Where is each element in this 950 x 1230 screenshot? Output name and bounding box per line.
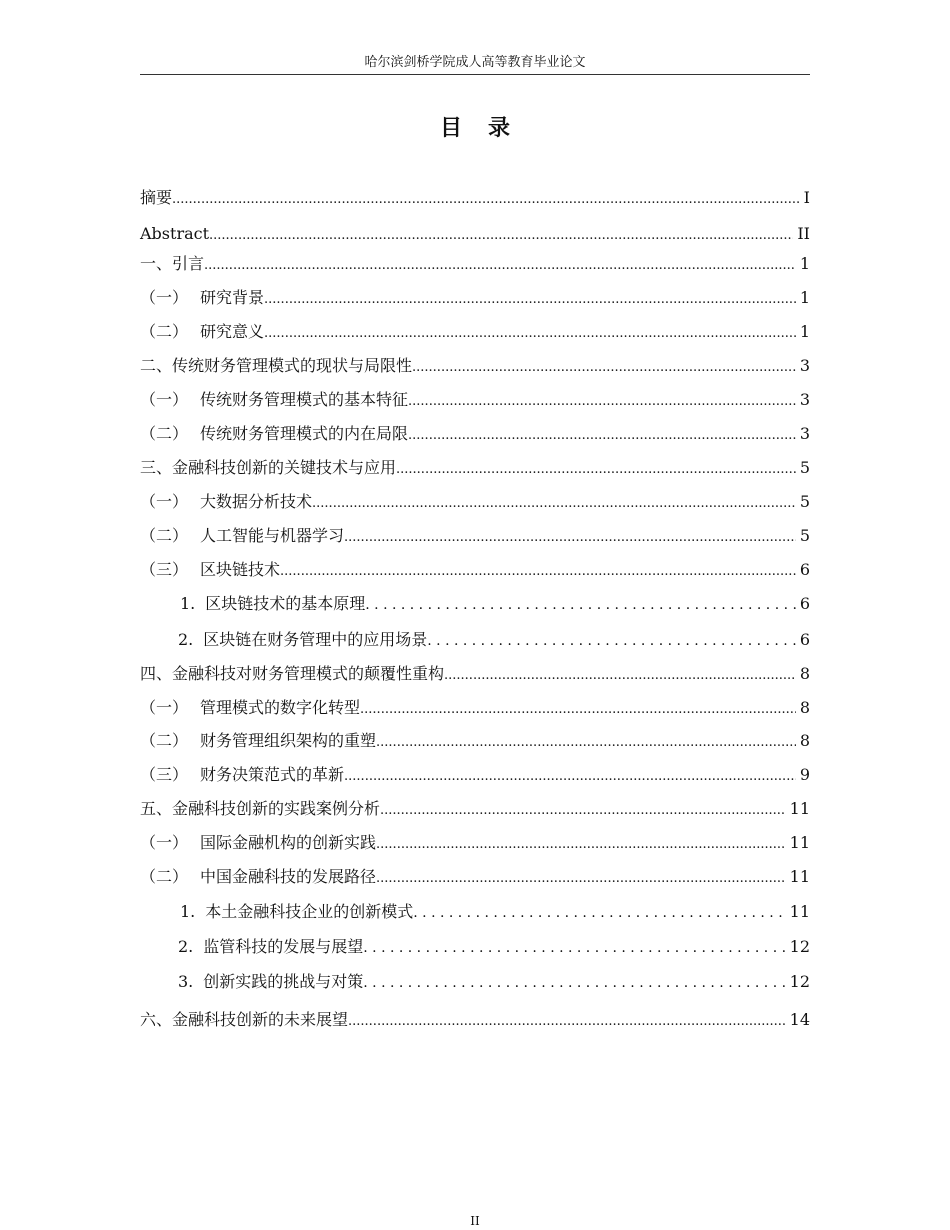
toc-entry-page: 9 (799, 765, 810, 784)
toc-leader-dots (209, 222, 793, 246)
toc-entry-label: 摘要 (140, 188, 173, 207)
page-number: II (470, 1214, 480, 1228)
toc-entry-page: 3 (799, 424, 810, 443)
toc-entry[interactable] (140, 729, 810, 753)
toc-entry[interactable] (140, 1008, 810, 1032)
toc-entry[interactable] (140, 490, 810, 514)
toc-entry[interactable] (140, 456, 810, 480)
toc-entry-page: 8 (799, 664, 810, 683)
toc-entry-page: 5 (799, 526, 810, 545)
toc-entry-page: 14 (789, 1010, 810, 1029)
toc-title: 目录 (439, 116, 536, 141)
toc-entry-label: 创新实践的挑战与对策 (203, 972, 364, 991)
toc-leader-dots (204, 252, 796, 276)
toc-entry-label: 研究背景 (200, 288, 265, 307)
toc-entry-label: 六、金融科技创新的未来展望 (140, 1010, 349, 1029)
toc-leader-dots (365, 592, 796, 616)
toc-entry-label: 五、金融科技创新的实践案例分析 (140, 799, 381, 818)
toc-entry[interactable] (140, 252, 810, 276)
toc-entry-label: 财务管理组织架构的重塑 (200, 731, 377, 750)
toc-entry-label: 二、传统财务管理模式的现状与局限性 (140, 356, 413, 375)
toc-leader-dots (264, 286, 796, 310)
toc-leader-dots (264, 320, 796, 344)
toc-leader-dots (280, 558, 796, 582)
toc-leader-dots (376, 831, 786, 855)
toc-entry-page: 8 (799, 698, 810, 717)
toc-leader-dots (380, 797, 786, 821)
toc-entry-number: （二） (140, 424, 189, 443)
toc-entry-number: 3. (178, 972, 194, 991)
toc-entry-page: II (797, 224, 810, 243)
toc-entry-page: 3 (799, 356, 810, 375)
toc-entry-label: 传统财务管理模式的基本特征 (200, 390, 409, 409)
toc-entry-number: （三） (140, 560, 189, 579)
toc-entry-number: 1. (180, 902, 196, 921)
toc-entry-page: 5 (799, 492, 810, 511)
toc-entry-label: 区块链技术的基本原理 (205, 594, 366, 613)
toc-entry[interactable] (140, 696, 810, 720)
toc-entry-number: （二） (140, 526, 189, 545)
toc-entry-page: I (803, 188, 810, 207)
toc-leader-dots (376, 865, 786, 889)
toc-leader-dots (408, 422, 796, 446)
toc-entry[interactable] (140, 388, 810, 412)
toc-entry-number: 1. (180, 594, 196, 613)
toc-entry-label: 本土金融科技企业的创新模式 (205, 902, 414, 921)
toc-entry[interactable] (140, 797, 810, 821)
toc-entry-label: 传统财务管理模式的内在局限 (200, 424, 409, 443)
toc-entry-label: 中国金融科技的发展路径 (200, 867, 377, 886)
toc-entry-page: 11 (789, 799, 810, 818)
toc-entry[interactable] (140, 763, 810, 787)
toc-entry[interactable] (180, 900, 810, 924)
toc-entry-number: （一） (140, 492, 189, 511)
toc-entry[interactable] (140, 524, 810, 548)
toc-entry[interactable] (178, 935, 810, 959)
toc-entry-label: 一、引言 (140, 254, 205, 273)
toc-entry-label: Abstract (140, 224, 210, 243)
toc-leader-dots (363, 935, 785, 959)
toc-entry-page: 1 (799, 288, 810, 307)
toc-leader-dots (344, 524, 796, 548)
toc-entry-page: 6 (799, 560, 810, 579)
toc-entry-label: 人工智能与机器学习 (200, 526, 345, 545)
toc-entry-page: 11 (789, 867, 810, 886)
toc-leader-dots (413, 900, 785, 924)
toc-leader-dots (412, 354, 796, 378)
toc-entry[interactable] (180, 592, 810, 616)
toc-entry[interactable] (140, 320, 810, 344)
toc-entry-label: 管理模式的数字化转型 (200, 698, 361, 717)
toc-entry-label: 四、金融科技对财务管理模式的颠覆性重构 (140, 664, 445, 683)
toc-entry-number: （二） (140, 731, 189, 750)
toc-entry[interactable] (140, 186, 810, 210)
toc-leader-dots (376, 729, 796, 753)
toc-entry[interactable] (140, 286, 810, 310)
toc-entry[interactable] (140, 558, 810, 582)
toc-entry-page: 6 (799, 630, 810, 649)
toc-entry-label: 监管科技的发展与展望 (203, 937, 364, 956)
toc-entry[interactable] (140, 422, 810, 446)
toc-entry-page: 1 (799, 322, 810, 341)
toc-entry-number: （一） (140, 288, 189, 307)
toc-entry[interactable] (140, 831, 810, 855)
toc-entry-number: 2. (178, 937, 194, 956)
toc-leader-dots (348, 1008, 786, 1032)
toc-entry-page: 6 (799, 594, 810, 613)
toc-entry-number: （一） (140, 833, 189, 852)
toc-entry-page: 12 (789, 937, 810, 956)
toc-entry-number: （一） (140, 698, 189, 717)
toc-entry-page: 3 (799, 390, 810, 409)
toc-entry-number: （二） (140, 322, 189, 341)
toc-entry[interactable] (178, 970, 810, 994)
toc-entry-label: 大数据分析技术 (200, 492, 313, 511)
toc-entry-page: 8 (799, 731, 810, 750)
toc-leader-dots (312, 490, 796, 514)
toc-entry-label: 区块链技术 (200, 560, 281, 579)
toc-entry[interactable] (140, 662, 810, 686)
toc-entry[interactable] (178, 628, 810, 652)
toc-entry-number: （二） (140, 867, 189, 886)
toc-leader-dots (363, 970, 785, 994)
toc-leader-dots (444, 662, 796, 686)
toc-entry-page: 1 (799, 254, 810, 273)
toc-entry-page: 5 (799, 458, 810, 477)
toc-entry-number: （一） (140, 390, 189, 409)
toc-entry[interactable] (140, 354, 810, 378)
toc-entry-number: （三） (140, 765, 189, 784)
toc-entry-label: 国际金融机构的创新实践 (200, 833, 377, 852)
toc-entry-page: 12 (789, 972, 810, 991)
toc-entry-page: 11 (789, 833, 810, 852)
toc-entry[interactable] (140, 865, 810, 889)
toc-leader-dots (172, 186, 800, 210)
toc-entry-label: 研究意义 (200, 322, 265, 341)
toc-entry-page: 11 (789, 902, 810, 921)
toc-entry-label: 区块链在财务管理中的应用场景 (203, 630, 428, 649)
toc-entry[interactable] (140, 222, 810, 246)
toc-entry-label: 财务决策范式的革新 (200, 765, 345, 784)
toc-leader-dots (408, 388, 796, 412)
toc-leader-dots (360, 696, 796, 720)
toc-entry-label: 三、金融科技创新的关键技术与应用 (140, 458, 397, 477)
toc-leader-dots (427, 628, 796, 652)
toc-leader-dots (396, 456, 796, 480)
running-header-text: 哈尔滨剑桥学院成人高等教育毕业论文 (364, 55, 586, 70)
toc-leader-dots (344, 763, 796, 787)
toc-entry-number: 2. (178, 630, 194, 649)
